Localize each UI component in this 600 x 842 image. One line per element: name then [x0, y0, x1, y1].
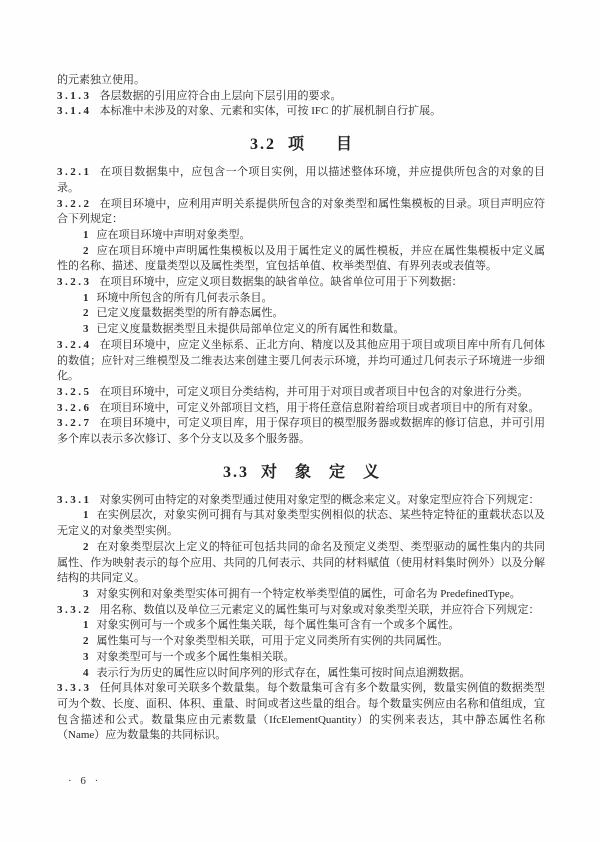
- clause-3-1-3: [57, 89, 545, 105]
- clause-number: 3.3.1: [57, 493, 92, 506]
- item-text: 属性集可与一个对象类型相关联，可用于定义同类所有实例的共同属性。: [96, 635, 449, 648]
- clause-text: 在项目数据集中，应包含一个项目实例，用以描述整体环境，并应提供所包含的对象的目录。: [57, 166, 545, 194]
- clause-3-2-7: [57, 416, 545, 447]
- item-number: 2: [83, 635, 89, 648]
- clause-text: 各层数据的引用应符合由上层向下层引用的要求。: [99, 89, 342, 102]
- item-number: 2: [83, 540, 89, 553]
- clause-3-2-5: [57, 385, 545, 401]
- subitem-3-3-2-4: [57, 666, 545, 682]
- subitem-3-3-2-1: [57, 618, 545, 634]
- clause-text: 在项目环境中，可定义项目分类结构，并可用于对项目或者项目中包含的对象进行分类。: [99, 385, 529, 398]
- section-heading-3-2: [57, 134, 545, 156]
- item-number: 3: [83, 650, 89, 663]
- subitem-3-2-3-2: [57, 306, 545, 322]
- clause-3-2-4: [57, 338, 545, 385]
- clause-3-2-1: [57, 165, 545, 196]
- clause-text: 在项目环境中，应定义项目数据集的缺省单位。缺省单位可用于下列数据：: [99, 276, 463, 289]
- item-text: 对象实例可与一个或多个属性集关联，每个属性集可含有一个或多个属性。: [96, 619, 460, 632]
- clause-text: 在项目环境中，应利用声明关系提供所包含的对象类型和属性集模板的目录。项目声明应符合下列规定：: [57, 197, 545, 226]
- item-number: 1: [83, 291, 89, 304]
- section-heading-3-3: [57, 462, 545, 484]
- item-number: 1: [83, 509, 89, 522]
- clause-number: 3.2.6: [57, 401, 92, 414]
- item-number: 2: [83, 244, 89, 257]
- item-text: 对象实例和对象类型实体可拥有一个特定枚举类型值的属性，可命名为 PredefinedType。: [96, 587, 521, 600]
- item-number: 4: [83, 666, 89, 679]
- clause-text: 在项目环境中，应定义坐标系、正北方向、精度以及其他应用于项目或项目库中所有几何体的数值；应针对三维模型及二维表达来创建主要几何表示环境，并均可通过几何表示子环境进一步细化。: [57, 338, 545, 383]
- item-text: 已定义度量数据类型且未提供局部单位定义的所有属性和数量。: [96, 323, 405, 336]
- clause-number: 3.2.2: [57, 197, 92, 210]
- section-number: 3.2: [249, 136, 276, 154]
- clause-text: 本标准中未涉及的对象、元素和实体，可按 IFC 的扩展机制自行扩展。: [99, 105, 442, 118]
- clause-number: 3.2.3: [57, 276, 92, 289]
- clause-3-2-2: [57, 197, 545, 228]
- subitem-3-3-1-2: [57, 540, 545, 587]
- section-title: 对象定义: [260, 463, 397, 481]
- clause-3-1-4: [57, 104, 545, 120]
- item-number: 2: [83, 307, 89, 320]
- item-text: 环境中所包含的所有几何表示条目。: [96, 291, 273, 304]
- clause-3-3-2: [57, 603, 545, 619]
- clause-text: 任何具体对象可关联多个数量集。每个数量集可含有多个数量实例，数量实例值的数据类型可为个数、长度、面积、体积、重量、时间或者这些量的组合。每个数量实例应由名称和值组成，宜包含描述和公式。数量集应由元素数量（IfcElementQuantity）的实例来表达，其中静态属性名称（Name）应为数量集的共同标识。: [57, 682, 545, 742]
- item-number: 1: [83, 228, 89, 241]
- page-number: · 6 ·: [68, 775, 102, 787]
- section-number: 3.3: [222, 463, 249, 481]
- clause-text: 用名称、数值以及单位三元素定义的属性集可与对象或对象类型关联，并应符合下列规定：: [99, 603, 540, 616]
- item-number: 3: [83, 587, 89, 600]
- subitem-3-2-3-1: [57, 291, 545, 307]
- clause-3-3-3: [57, 681, 545, 744]
- subitem-3-3-2-3: [57, 650, 545, 666]
- clause-number: 3.2.7: [57, 417, 92, 430]
- subitem-3-2-2-2: [57, 244, 545, 275]
- item-text: 应在项目环境中声明对象类型。: [96, 228, 251, 241]
- clause-number: 3.1.4: [57, 105, 92, 118]
- paragraph-continuation: 的元素独立使用。: [57, 74, 145, 86]
- clause-3-3-1: [57, 493, 545, 509]
- clause-number: 3.1.3: [57, 89, 92, 102]
- clause-number: 3.3.2: [57, 603, 92, 616]
- item-number: 1: [83, 619, 89, 632]
- item-text: 已定义度量数据类型的所有静态属性。: [96, 307, 284, 320]
- item-text: 对象类型可与一个或多个属性集相关联。: [96, 650, 295, 663]
- subitem-3-3-1-3: [57, 587, 545, 603]
- clause-number: 3.3.3: [57, 682, 92, 695]
- item-text: 应在项目环境中声明属性集模板以及用于属性定义的属性模板，并应在属性集模板中定义属性的名称、描述、度量类型以及属性类型，宜包括单值、枚举类型值、有界列表或表值等。: [57, 244, 545, 273]
- clause-text: 在项目环境中，可定义外部项目文档，用于将任意信息附着给项目或者项目中的所有对象。: [99, 401, 540, 414]
- clause-text: 在项目环境中，可定义项目库，用于保存项目的模型服务器或数据库的修订信息，并可引用多个库以表示多次修订、多个分支以及多个服务器。: [57, 417, 545, 446]
- subitem-3-2-2-1: [57, 228, 545, 244]
- page-footer: [68, 774, 101, 790]
- subitem-3-3-1-1: [57, 508, 545, 539]
- subitem-3-2-3-3: [57, 322, 545, 338]
- clause-number: 3.2.1: [57, 166, 92, 179]
- clause-number: 3.2.5: [57, 385, 92, 398]
- clause-3-2-6: [57, 401, 545, 417]
- clause-3-2-3: [57, 275, 545, 291]
- item-text: 在实例层次，对象实例可拥有与其对象类型实例相似的状态、某些特定特征的重载状态以及无定义的对象类型实例。: [57, 509, 545, 538]
- section-title: 项目: [287, 136, 384, 154]
- item-text: 在对象类型层次上定义的特征可包括共同的命名及预定义类型、类型驱动的属性集内的共同属性、作为映射表示的每个应用、共同的几何表示、共同的材料赋值（使用材料集时例外）以及分解结构的共同定义。: [57, 540, 545, 585]
- item-text: 表示行为历史的属性应以时间序列的形式存在，属性集可按时间点追溯数据。: [96, 666, 471, 679]
- item-number: 3: [83, 323, 89, 336]
- clause-number: 3.2.4: [57, 338, 92, 351]
- subitem-3-3-2-2: [57, 634, 545, 650]
- clause-text: 对象实例可由特定的对象类型通过使用对象定型的概念来定义。对象定型应符合下列规定：: [99, 493, 540, 506]
